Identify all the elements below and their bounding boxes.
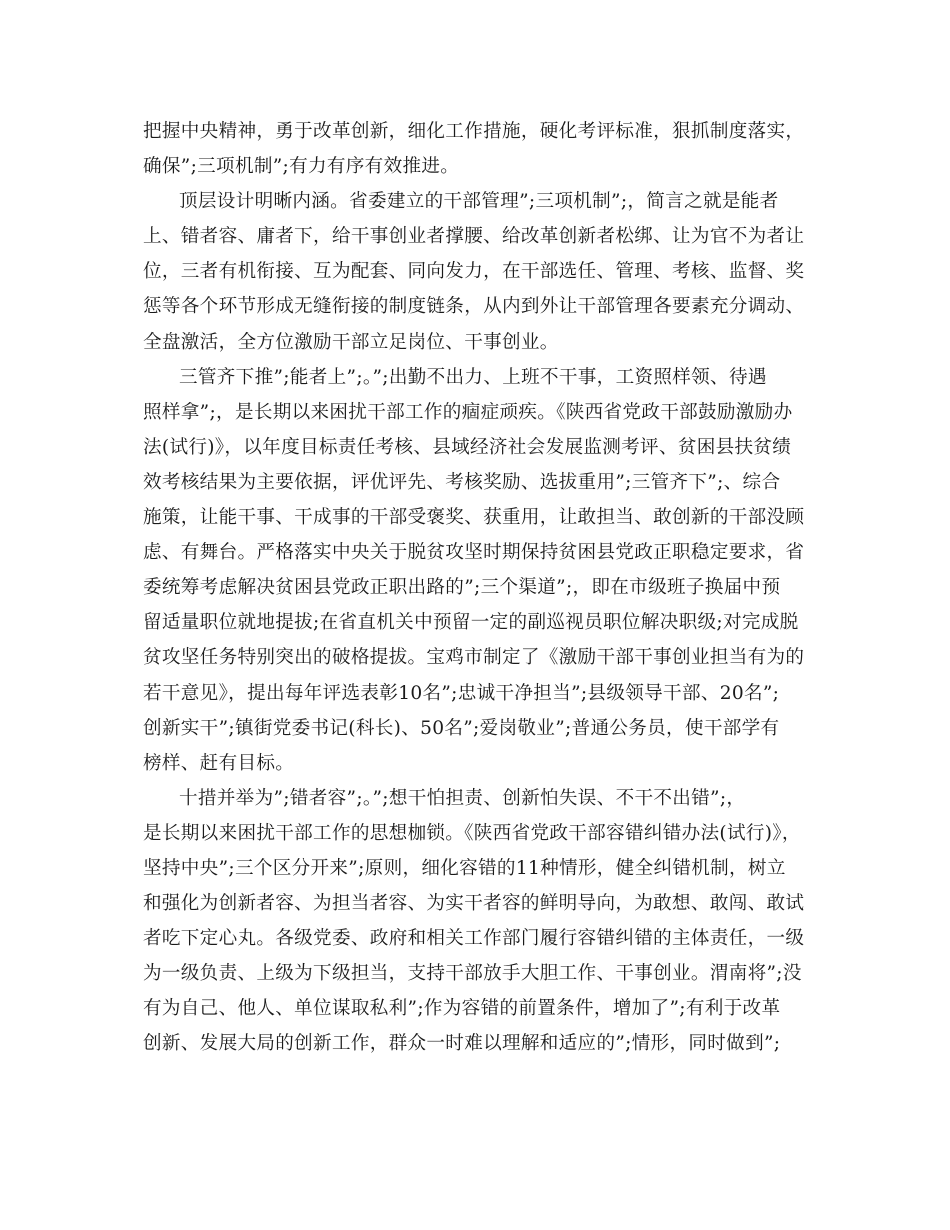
- text-line: 委统筹考虑解决贫困县党政正职出路的”;三个渠道”;，即在市级班子换届中预: [143, 577, 781, 599]
- text-line: 照样拿”;，是长期以来困扰干部工作的痼症顽疾。《陕西省党政干部鼓励激励办: [143, 401, 793, 423]
- text-line: 留适量职位就地提拔;在省直机关中预留一定的副巡视员职位解决职级;对完成脱: [143, 612, 799, 634]
- text-line: 把握中央精神，勇于改革创新，细化工作措施，硬化考评标准，狠抓制度落实，: [143, 121, 805, 142]
- text-line: 确保”;三项机制”;有力有序有效推进。: [143, 156, 460, 178]
- text-line: 创新实干”;镇街党委书记(科长)、50名”;爱岗敬业”;普通公务员，使干部学有: [143, 717, 780, 739]
- text-line: 有为自己、他人、单位谋取私利”;作为容错的前置条件，增加了”;有利于改革: [143, 998, 781, 1020]
- text-line: 是长期以来困扰干部工作的思想枷锁。《陕西省党政干部容错纠错办法(试行)》，: [143, 822, 801, 844]
- paragraph-capable-promoted: [143, 360, 823, 781]
- paragraph-top-level-design: [143, 184, 823, 359]
- text-line: 者吃下定心丸。各级党委、政府和相关工作部门履行容错纠错的主体责任，一级: [143, 928, 805, 950]
- document-body: [143, 114, 823, 1062]
- paragraph-continued: [143, 114, 823, 184]
- text-line: 法(试行)》，以年度目标责任考核、县域经济社会发展监测考评、贫困县扶贫绩: [143, 436, 792, 458]
- text-line: 施策，让能干事、干成事的干部受褒奖、获重用，让敢担当、敢创新的干部没顾: [143, 507, 805, 529]
- text-line: 若干意见》，提出每年评选表彰10名”;忠诚干净担当”;县级领导干部、20名”;: [143, 682, 780, 704]
- text-line: 位，三者有机衔接、互为配套、同向发力，在干部选任、管理、考核、监督、奖: [143, 261, 805, 283]
- text-line: 惩等各个环节形成无缝衔接的制度链条，从内到外让干部管理各要素充分调动、: [143, 296, 805, 318]
- text-line: 顶层设计明晰内涵。省委建立的干部管理”;三项机制”;，简言之就是能者: [179, 191, 779, 213]
- text-line: 榜样、赶有目标。: [143, 752, 295, 774]
- paragraph-error-tolerance: [143, 781, 823, 1062]
- text-line: 创新、发展大局的创新工作，群众一时难以理解和适应的”;情形，同时做到”;: [143, 1033, 781, 1055]
- text-line: 效考核结果为主要依据，评优评先、考核奖励、选拔重用”;三管齐下”;、综合: [143, 471, 781, 493]
- text-line: 全盘激活，全方位激励干部立足岗位、干事创业。: [143, 331, 559, 353]
- text-line: 十措并举为”;错者容”;。”;想干怕担责、创新怕失误、不干不出错”;，: [179, 787, 746, 809]
- text-line: 上、错者容、庸者下，给干事创业者撑腰、给改革创新者松绑、让为官不为者让: [143, 226, 805, 248]
- text-line: 贫攻坚任务特别突出的破格提拔。宝鸡市制定了《激励干部干事创业担当有为的: [143, 647, 805, 669]
- text-line: 虑、有舞台。严格落实中央关于脱贫攻坚时期保持贫困县党政正职稳定要求，省: [143, 542, 805, 564]
- text-line: 为一级负责、上级为下级担当，支持干部放手大胆工作、干事创业。渭南将”;没: [143, 963, 802, 985]
- text-line: 坚持中央”;三个区分开来”;原则，细化容错的11种情形，健全纠错机制，树立: [143, 857, 786, 879]
- text-line: 和强化为创新者容、为担当者容、为实干者容的鲜明导向，为敢想、敢闯、敢试: [143, 893, 805, 915]
- text-line: 三管齐下推”;能者上”;。”;出勤不出力、上班不干事，工资照样领、待遇: [179, 366, 767, 388]
